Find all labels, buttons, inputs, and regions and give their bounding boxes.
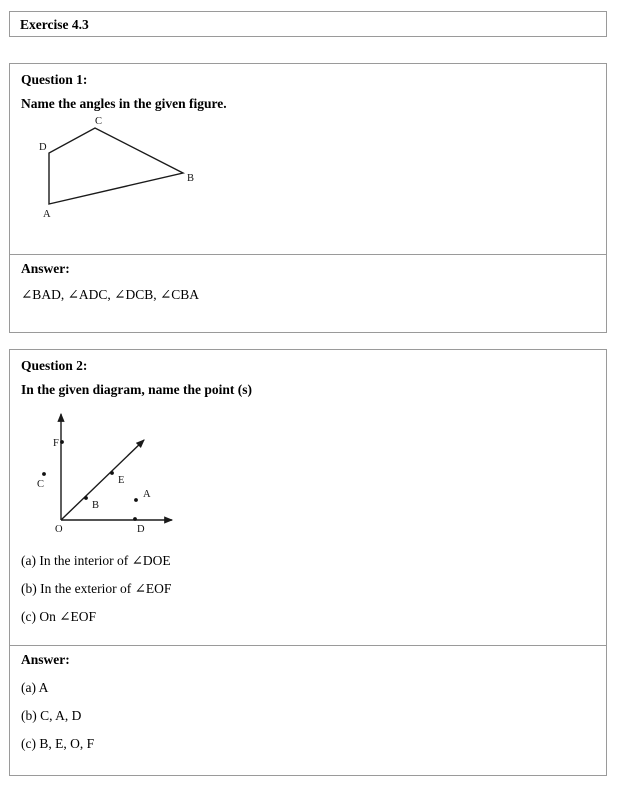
question-1-panel [9,63,607,333]
vertex-label-c: C [95,116,103,127]
question-2-panel [9,349,607,776]
point-label-a: A [143,489,151,500]
quadrilateral-vertex-labels [39,116,194,220]
question-2-answer-a: (a) A [21,680,49,695]
question-2-figure [10,400,210,540]
angle-rays [61,414,172,520]
question-2-part-a: (a) In the interior of ∠DOE [21,553,171,568]
question-2-label: Question 2: [21,358,88,373]
vertex-label-a: A [43,209,51,220]
point-f [60,440,64,444]
ray-2 [61,440,144,520]
angle-diagram-svg [10,400,210,540]
quadrilateral-figure-svg [10,112,240,232]
point-label-c: C [37,479,45,490]
question-1-answer-label: Answer: [21,261,70,276]
page-title: Exercise 4.3 [20,17,89,32]
question-1-label: Question 1: [21,72,88,87]
question-2-prompt: In the given diagram, name the point (s) [21,382,253,397]
point-c [42,472,46,476]
exercise-title-panel [9,11,607,37]
question-2-answer-c: (c) B, E, O, F [21,736,95,751]
point-e [110,471,114,475]
question-2-answer-b: (b) C, A, D [21,708,82,723]
point-a [134,498,138,502]
point-d [133,517,137,521]
question-1-answer-divider [10,254,606,255]
point-label-d: D [137,524,145,535]
point-label-f: F [53,438,59,449]
question-1-answer-text: ∠BAD, ∠ADC, ∠DCB, ∠CBA [21,287,200,302]
point-label-e: E [118,475,125,486]
vertex-label-b: B [187,173,195,184]
point-b [84,496,88,500]
question-1-figure [10,112,240,232]
point-label-b: B [92,500,100,511]
quadrilateral-shape [49,128,183,204]
question-2-answer-label: Answer: [21,652,70,667]
vertex-label-d: D [39,142,47,153]
point-label-o: O [55,524,63,535]
question-2-part-b: (b) In the exterior of ∠EOF [21,581,172,596]
question-2-answer-divider [10,645,606,646]
question-1-prompt: Name the angles in the given figure. [21,96,227,111]
question-2-part-c: (c) On ∠EOF [21,609,97,624]
